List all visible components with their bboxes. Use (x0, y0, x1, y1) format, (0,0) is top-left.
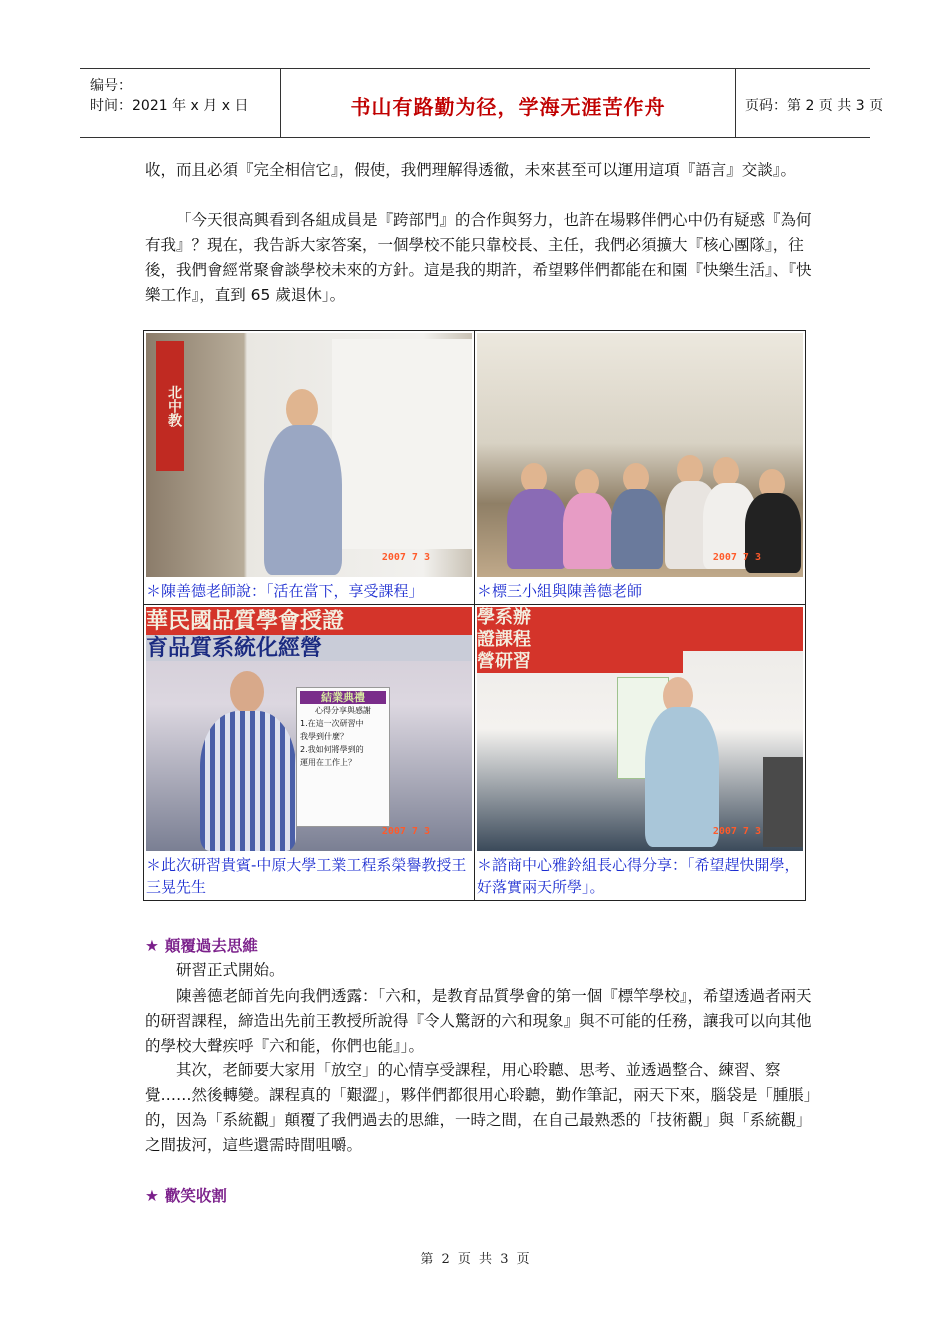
header-motto-cell (280, 69, 736, 137)
header-meta-cell (80, 69, 280, 137)
photo-banner: 北中教 (156, 341, 184, 471)
page-footer: 第 2 页 共 3 页 (420, 1252, 530, 1267)
photo-banner-2: 證課程 (477, 629, 803, 651)
paragraph-continuation: 收，而且必須『完全相信它』，假使，我們理解得透徹，未來甚至可以運用這項『語言』交談』。 (145, 161, 797, 179)
projection-screen (332, 339, 472, 549)
photo-group (477, 333, 803, 577)
section1-paragraph-1: 研習正式開始。 (176, 961, 285, 979)
photo-grid (143, 330, 806, 901)
star-icon: ★ (145, 1187, 159, 1205)
person-figure (563, 493, 613, 569)
photo-guest-professor (146, 607, 472, 851)
section-title: 歡笑收割 (164, 1187, 227, 1205)
photo-date-stamp: 2007 7 3 (712, 552, 761, 563)
page-header (80, 68, 884, 138)
section-title: 顛覆過去思維 (164, 937, 258, 955)
paragraph-quote: 「今天很高興看到各組成員是『跨部門』的合作與努力，也許在場夥伴們心中仍有疑惑『為何有我』？現在，我告訴大家答案，一個學校不能只靠校長、主任，我們必須擴大『核心團隊』，往後，我們會經常聚會談學校未來的方針。這是我的期許，希望夥伴們都能在和園『快樂生活』、『快樂工作』，直到 65 歲退休」。 (145, 211, 812, 304)
person-figure (611, 489, 663, 569)
person-figure (264, 425, 342, 575)
photo-date-stamp: 2007 7 3 (381, 552, 430, 563)
poster-question-1b: 我學到什麼？ (300, 732, 348, 741)
header-page-cell (735, 69, 884, 137)
photo-teacher-speaking (146, 333, 472, 577)
person-head (230, 671, 264, 713)
section-heading-1 (145, 934, 258, 956)
photo-caption: ＊標三小組與陳善德老師 (477, 582, 643, 600)
photo-cell-2 (475, 331, 806, 605)
photo-cell-3 (144, 605, 475, 901)
header-page-info: 页码：第 2 页 共 3 页 (745, 98, 884, 114)
poster-subtitle: 心得分享與感謝 (315, 706, 371, 715)
document-number-label: 编号： (90, 78, 132, 94)
photo-caption: ＊諮商中心雅鈴組長心得分享：「希望趕快開學，好落實兩天所學」。 (477, 856, 800, 896)
photo-banner-3: 營研習 (477, 651, 683, 673)
person-head (286, 389, 318, 429)
photo-date-stamp: 2007 7 3 (381, 826, 430, 837)
photo-caption: ＊陳善德老師說：「活在當下，享受課程」 (146, 582, 424, 600)
section-heading-2 (145, 1184, 227, 1206)
photo-date-stamp: 2007 7 3 (712, 826, 761, 837)
section1-paragraph-3: 其次，老師要大家用「放空」的心情享受課程，用心聆聽、思考、並透過整合、練習、察覺……然後轉變。課程真的「艱澀」，夥伴們都很用心聆聽，勤作筆記，兩天下來，腦袋是「腫脹」的，因為「系統觀」顛覆了我們過去的思維，一時之間，在自己最熟悉的「技術觀」與「系統觀」之間拔河，這些還需時間咀嚼。 (145, 1061, 812, 1154)
photo-banner-1: 學系辦 (477, 607, 803, 629)
section1-paragraph-2: 陳善德老師首先向我們透露：「六和，是教育品質學會的第一個『標竿學校』，希望透過者兩天的研習課程，締造出先前王教授所說得『令人驚訝的六和現象』與不可能的任務，讓我可以向其他的學校大聲疾呼『六和能，你們也能』」。 (145, 987, 812, 1055)
photo-counselor-sharing (477, 607, 803, 851)
photo-banner-bottom: 育品質系統化經營 (146, 635, 472, 661)
person-figure (645, 707, 719, 847)
header-motto: 书山有路勤为径，学海无涯苦作舟 (350, 95, 666, 119)
photo-cell-4 (475, 605, 806, 901)
star-icon: ★ (145, 937, 159, 955)
photo-cell-1 (144, 331, 475, 605)
photo-caption: ＊此次研習貴賓-中原大學工業工程系榮譽教授王三晃先生 (146, 856, 467, 896)
poster-board (296, 687, 390, 827)
person-figure (200, 711, 296, 851)
photo-banner-top: 華民國品質學會授證 (146, 607, 472, 635)
speaker-box (763, 757, 803, 847)
poster-question-2b: 運用在工作上？ (300, 758, 356, 767)
person-figure (507, 489, 567, 569)
poster-question-2: 2.我如何將學到的 (300, 745, 364, 754)
document-date-label: 时间：2021 年 x 月 x 日 (90, 98, 249, 114)
poster-title: 結業典禮 (300, 691, 386, 704)
poster-question-1: 1.在這一次研習中 (300, 719, 364, 728)
